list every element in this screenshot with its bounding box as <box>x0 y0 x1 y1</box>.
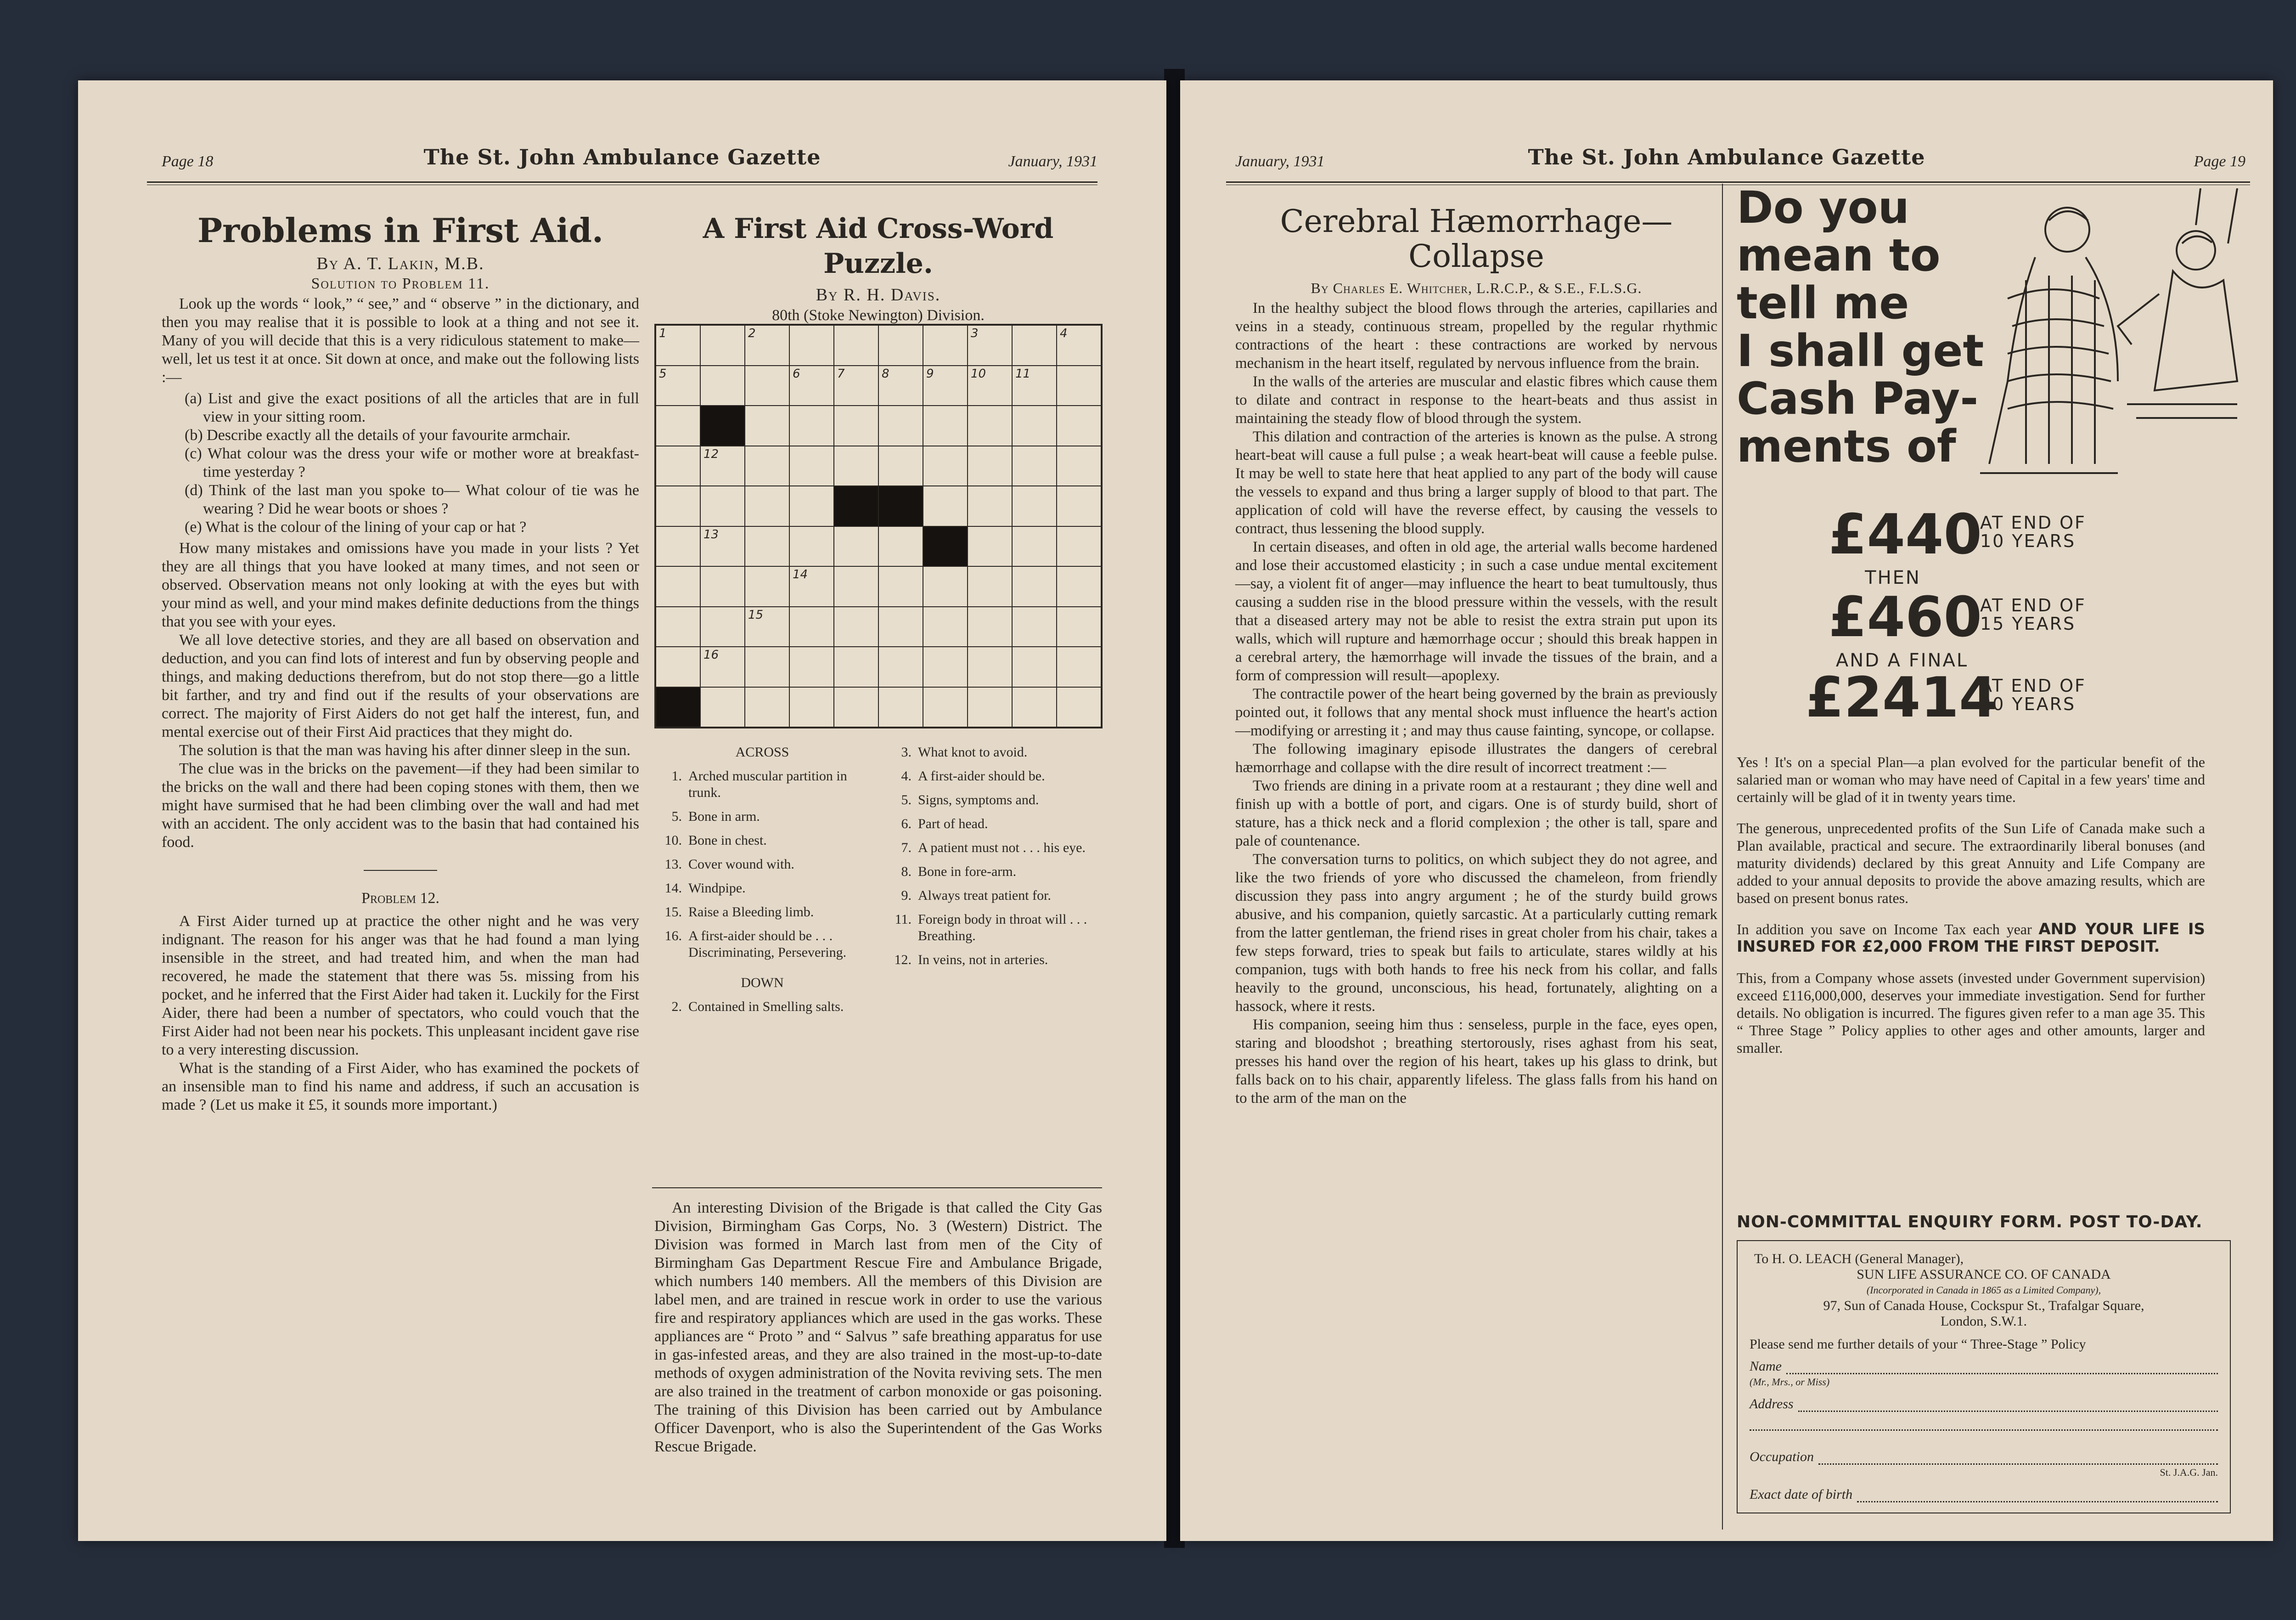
crossword-division: 80th (Stoke Newington) Division. <box>772 307 985 324</box>
clues-down <box>884 744 1100 976</box>
crossword-cell <box>1057 446 1101 486</box>
crossword-cell <box>923 687 968 728</box>
clue: 5. Bone in arm. <box>671 809 760 824</box>
name-field[interactable]: Name <box>1750 1359 2218 1374</box>
address-field[interactable]: Address <box>1750 1396 2218 1412</box>
crossword-cell <box>656 486 700 526</box>
crossword-cell <box>1012 486 1057 526</box>
crossword-cell <box>1012 647 1057 687</box>
final-label: AND A FINAL <box>1835 650 1969 671</box>
clue: 8. Bone in fore-arm. <box>901 864 1017 879</box>
paragraph: Yes ! It's on a special Plan—a plan evolved for the particular benefit of the salaried man or woman who may have need of Capital in a few years' time and certainly will be glad of it in twenty years time. <box>1737 754 2205 805</box>
paragraph: In certain diseases, and often in old age, the arterial walls become hardened and lose their accustomed elasticity ; in such a case undue mental excitement—say, a violent fit of anger—may influence the heart to beat tumultously, thus causing a sudden rise in the blood pressure within the vessels, with the result that a diseased artery may not be able to resist the extra strain put upon its walls, which will rupture and hæmorrhage occur ; should this break happen in a cerebral artery, the hæmorrhage will invade the tissues of the brain, and a form of compression will result—apoplexy. <box>1235 539 1717 684</box>
crossword-cell <box>1012 446 1057 486</box>
crossword-cell: 8 <box>878 366 923 406</box>
occupation-field[interactable]: Occupation <box>1750 1449 2218 1465</box>
paragraph: This dilation and contraction of the arteries is known as the pulse. A strong heart-beat will cause a full pulse ; a weak heart-beat will cause a feeble pulse. It may be well to state here that heat applied to any part of the body will cause the vessels to expand and thus bring a larger supply of blood to that part. The application of cold will have the reverse effect, by causing the vessels to contract, thus lessening the blood supply. <box>1235 429 1717 537</box>
byline: By A. T. Lakin, M.B. <box>316 254 484 273</box>
crossword-cell <box>834 406 878 446</box>
crossword-cell <box>789 526 834 567</box>
crossword-cell <box>745 486 789 526</box>
clue: 3. What knot to avoid. <box>901 745 1028 760</box>
crossword-cell <box>789 406 834 446</box>
list-item: (c) What colour was the dress your wife or mother wore at breakfast-time yesterday ? <box>185 445 639 480</box>
crossword-cell <box>789 446 834 486</box>
crossword-cell <box>656 566 700 607</box>
right-header <box>1180 145 2273 177</box>
paragraph: The solution is that the man was having his after dinner sleep in the sun. <box>179 742 630 759</box>
crossword-cell <box>745 526 789 567</box>
form-title: NON-COMMITTAL ENQUIRY FORM. POST TO-DAY. <box>1737 1213 2203 1231</box>
right-page <box>1180 80 2273 1541</box>
paragraph: Look up the words “ look,” “ see,” and “ observe ” in the dictionary, and then you may realise that it is possible to look at a thing and not see it. Many of you will decide that this is a very ridiculous statement to make—well, let us test it at once. Sit down at once, and make out the following lists :— <box>162 295 639 386</box>
term-label: AT END OF 15 YEARS <box>1980 595 2086 634</box>
crossword-cell <box>1057 647 1101 687</box>
crossword-cell <box>968 486 1012 526</box>
form-code: St. J.A.G. Jan. <box>2160 1467 2218 1478</box>
crossword-cell <box>789 647 834 687</box>
clue: 2. Contained in Smelling salts. <box>671 999 844 1014</box>
sun-life-advert <box>1722 184 2256 1530</box>
issue-date: January, 1931 <box>1008 153 1097 170</box>
crossword-cell <box>1057 526 1101 567</box>
crossword-cell <box>1012 526 1057 567</box>
crossword-cell: 11 <box>1012 366 1057 406</box>
crossword-cell <box>700 607 745 647</box>
paragraph: The following imaginary episode illustrates the dangers of cerebral hæmorrhage and collapse with the dire result of incorrect treatment :— <box>1235 741 1717 776</box>
crossword-cell <box>700 406 745 446</box>
page-number: Page 19 <box>2194 153 2245 170</box>
crossword-cell <box>878 566 923 607</box>
crossword-byline: By R. H. Davis. <box>816 285 941 305</box>
paragraph: The clue was in the bricks on the pavement—if they had been similar to the bricks on the wall and there had been coping stones with them, then we might have surmised that he had been climbing over the wall and had met with an accident. The only accident was to the basin that had contained his food. <box>162 760 639 851</box>
crossword-cell <box>923 526 968 567</box>
clue: 14. Windpipe. <box>664 881 746 896</box>
crossword-cell <box>1057 566 1101 607</box>
crossword-cell <box>789 687 834 728</box>
clue: 16. A first-aider should be . . . Discriminating, Persevering. <box>664 928 847 960</box>
crossword-cell <box>968 566 1012 607</box>
clue: 12. In veins, not in arteries. <box>894 952 1048 967</box>
birth-date-field[interactable]: Exact date of birth <box>1750 1487 2218 1502</box>
crossword-cell <box>1012 607 1057 647</box>
clue: 15. Raise a Bleeding limb. <box>664 904 814 920</box>
issue-date: January, 1931 <box>1235 153 1325 170</box>
paragraph: In addition you save on Income Tax each year AND YOUR LIFE IS INSURED FOR £2,000 FROM THE FIRST DEPOSIT. <box>1737 920 2205 956</box>
crossword-cell <box>968 647 1012 687</box>
crossword-cell <box>923 647 968 687</box>
crossword-cell <box>700 325 745 366</box>
company-name: SUN LIFE ASSURANCE CO. OF CANADA <box>1857 1267 2111 1282</box>
crossword-cell: 13 <box>700 526 745 567</box>
article-heading: Cerebral Hæmorrhage— Collapse <box>1280 203 1673 275</box>
crossword-cell <box>745 566 789 607</box>
crossword-cell: 6 <box>789 366 834 406</box>
address-field-line2[interactable] <box>1750 1418 2218 1431</box>
crossword-cell: 9 <box>923 366 968 406</box>
crossword-cell <box>878 607 923 647</box>
header-rule <box>147 181 1097 185</box>
down-label: DOWN <box>741 975 784 990</box>
crossword-cell <box>700 486 745 526</box>
crossword-cell <box>968 687 1012 728</box>
paragraph: A First Aider turned up at practice the other night and he was very indignant. The reason for his anger was that he had found a man lying insensible in the street, and had treated him, and when the man had recovered, he made the statement that there was 5s. missing from his pocket, and he inferred that the First Aider had taken it. Luckily for the First Aider, there had been a number of spectators, who could vouch that the First Aider had not been near his pockets. This unpleasant incident gave rise to a very interesting discussion. <box>162 913 639 1058</box>
crossword-cell <box>968 406 1012 446</box>
ad-headline <box>1737 184 1984 470</box>
crossword-cell <box>834 486 878 526</box>
crossword-cell <box>923 486 968 526</box>
headline-line: I shall get <box>1737 325 1984 377</box>
crossword-cell <box>745 366 789 406</box>
amount-440: £440 <box>1829 503 1982 567</box>
list-item: (e) What is the colour of the lining of your cap or hat ? <box>185 519 527 536</box>
division-article <box>654 1199 1102 1456</box>
clue: 10. Bone in chest. <box>664 833 767 848</box>
crossword-cell <box>1012 687 1057 728</box>
then-label: THEN <box>1865 567 1921 588</box>
crossword-cell <box>656 647 700 687</box>
crossword-cell <box>923 446 968 486</box>
form-to: To H. O. LEACH (General Manager), <box>1754 1251 1964 1266</box>
column-rule <box>652 1187 1102 1188</box>
crossword-heading: A First Aid Cross-Word Puzzle. <box>703 213 1054 280</box>
crossword-cell <box>878 687 923 728</box>
crossword-cell <box>1057 687 1101 728</box>
crossword-cell <box>1057 486 1101 526</box>
crossword-cell: 3 <box>968 325 1012 366</box>
form-request: Please send me further details of your “ Three-Stage ” Policy <box>1750 1337 2086 1352</box>
crossword-cell <box>789 325 834 366</box>
paragraph: How many mistakes and omissions have you made in your lists ? Yet they are all things that you have looked at many times, and not seen or observed. Observation means not only looking at with the eyes but with your mind as well, and your mind makes definite deductions from the things that you see with your eyes. <box>162 540 639 630</box>
crossword-cell <box>1057 366 1101 406</box>
crossword-cell <box>1057 607 1101 647</box>
paragraph: In the walls of the arteries are muscular and elastic fibres which cause them to dilate and contract in response to the heart-beats and thus assist in maintaining the steady flow of blood through the system. <box>1235 373 1717 427</box>
clue: 7. A patient must not . . . his eye. <box>901 840 1086 855</box>
crossword-cell <box>834 446 878 486</box>
crossword-cell <box>656 446 700 486</box>
paragraph: The generous, unprecedented profits of the Sun Life of Canada make such a Plan available, practical and secure. The extraordinarily liberal bonuses (and maturity dividends) declared by this great Annuity and Life Company are added to your annual deposits to provide the above amazing results, which are based on present bonus rates. <box>1737 820 2205 906</box>
crossword-cell <box>745 446 789 486</box>
crossword-cell <box>656 607 700 647</box>
crossword-cell <box>878 486 923 526</box>
crossword-cell: 5 <box>656 366 700 406</box>
clues-across <box>654 744 870 1022</box>
crossword-cell <box>656 526 700 567</box>
headline-line: Do you <box>1737 182 1909 233</box>
crossword-cell <box>968 446 1012 486</box>
paragraph: His companion, seeing him thus : senseless, purple in the face, eyes open, staring and bloodshot ; breathing stertorously, rises aghast from his seat, presses his hand over the region of his heart, takes up his glass to drink, but falls back on to his chair, apparently lifeless. The glass falls from his hand on to the arm of the man on the <box>1235 1016 1717 1106</box>
crossword-cell <box>1057 406 1101 446</box>
crossword-cell <box>834 526 878 567</box>
crossword-cell: 15 <box>745 607 789 647</box>
crossword-cell <box>923 607 968 647</box>
crossword-cell <box>923 325 968 366</box>
paragraph: Two friends are dining in a private room at a restaurant ; they dine well and finish up with a bottle of port, and cigars. One is of sturdy build, short of stature, has a thick neck and a florid complexion ; the other is tall, spare and pale of countenance. <box>1235 778 1717 849</box>
crossword-grid <box>654 324 1103 728</box>
crossword-cell <box>968 607 1012 647</box>
clue: 4. A first-aider should be. <box>901 768 1045 784</box>
subhead: Solution to Problem 11. <box>311 275 490 292</box>
amount-460: £460 <box>1829 586 1982 649</box>
clue: 6. Part of head. <box>901 816 988 831</box>
haemorrhage-article <box>1235 204 1717 1107</box>
crossword-cell <box>656 406 700 446</box>
clue: 9. Always treat patient for. <box>901 888 1051 903</box>
headline-line: mean to <box>1737 230 1941 281</box>
across-label: ACROSS <box>735 745 789 760</box>
crossword-cell: 1 <box>656 325 700 366</box>
crossword-cell <box>834 687 878 728</box>
crossword-cell: 2 <box>745 325 789 366</box>
page-number: Page 18 <box>162 153 214 170</box>
problem-heading: Problem 12. <box>361 890 439 907</box>
term-label: AT END OF 10 YEARS <box>1980 513 2086 551</box>
ad-body <box>1737 753 2205 1070</box>
clue: 13. Cover wound with. <box>664 857 794 872</box>
two-men-illustration <box>1980 188 2246 482</box>
list-item: (b) Describe exactly all the details of your favourite armchair. <box>185 427 571 444</box>
crossword-cell <box>878 406 923 446</box>
byline: By Charles E. Whitcher, L.R.C.P., & S.E., F.L.S.G. <box>1311 280 1642 296</box>
paragraph: This, from a Company whose assets (invested under Government supervision) exceed £116,000,000, deserves your immediate investigation. Send for further details. No obligation is incurred. The figures given refer to a man age 35. This “ Three Stage ” Policy applies to other ages and other amounts, larger and smaller. <box>1737 970 2205 1056</box>
crossword-cell <box>878 647 923 687</box>
crossword-cell <box>700 687 745 728</box>
crossword-cell <box>834 647 878 687</box>
company-address: 97, Sun of Canada House, Cockspur St., Trafalgar Square, <box>1823 1298 2144 1313</box>
crossword-cell: 7 <box>834 366 878 406</box>
article-heading: Problems in First Aid. <box>197 211 604 250</box>
crossword-cell <box>745 406 789 446</box>
left-header <box>78 145 1166 177</box>
crossword-cell: 14 <box>789 566 834 607</box>
clue: 1. Arched muscular partition in trunk. <box>671 768 847 800</box>
paragraph: An interesting Division of the Brigade is that called the City Gas Division, Birmingham Gas Corps, No. 3 (Western) District. The Division was formed in March last from men of the City of Birmingham Gas Department Rescue Fire and Ambulance Brigade, which numbers 140 members. All the members of this Division are label men, and are trained in rescue work in order to use the various fire and respiratory appliances which are used in the gas works. These appliances are “ Proto ” and “ Salvus ” safe breathing apparatus for use in gas-infested areas, and they are also trained in the most-up-to-date methods of oxygen administration of the Novita reviving sets. The men are also trained in the treatment of carbon monoxide or gas poisoning. The training of this Division has been carried out by Ambulance Officer Davenport, who is also the Superintendent of the Gas Works Rescue Brigade. <box>654 1199 1102 1455</box>
list-item: (a) List and give the exact positions of all the articles that are in full view in your sitting room. <box>185 390 639 425</box>
clue: 5. Signs, symptoms and. <box>901 792 1039 807</box>
crossword-cell <box>745 687 789 728</box>
company-address-city: London, S.W.1. <box>1940 1314 2027 1329</box>
crossword-cell <box>923 566 968 607</box>
crossword-cell <box>789 486 834 526</box>
incorporation-note: (Incorporated in Canada in 1865 as a Limited Company), <box>1866 1284 2101 1296</box>
crossword-cell <box>700 366 745 406</box>
paragraph: The conversation turns to politics, on which subject they do not agree, and like the two friends of yore who discussed the chameleon, from friendly discussion they pass into angry argument ; he of the sturdy build grows abusive, and his companion, quietly sarcastic. At a particularly cutting remark from the latter gentleman, the friend rises in great choler from his chair, takes a few steps forward, tries to speak but fails to articulate, stares wildly at his companion, tugs with both hands to free his neck from his collar, and falls heavily to the ground, unconscious, his head, fortunately, alighting on a hassock, where it rests. <box>1235 851 1717 1015</box>
paragraph: The contractile power of the heart being governed by the brain as previously pointed out, it follows that any mental shock must influence the heart's action—modifying or arresting it ; and may thus cause fainting, syncope, or collapse. <box>1235 686 1717 739</box>
crossword-cell <box>1012 325 1057 366</box>
amount-2414: £2414 <box>1806 666 1998 730</box>
crossword-cell <box>656 687 700 728</box>
crossword-cell <box>1012 406 1057 446</box>
crossword-cell <box>834 607 878 647</box>
crossword-cell <box>834 325 878 366</box>
gazette-title: The St. John Ambulance Gazette <box>1528 145 1925 169</box>
paragraph: What is the standing of a First Aider, who has examined the pockets of an insensible man to find his name and address, if such an accusation is made ? (Let us make it £5, it sounds more important.) <box>162 1060 639 1113</box>
question-list <box>162 389 639 536</box>
gazette-title: The St. John Ambulance Gazette <box>423 145 821 169</box>
crossword-cell: 16 <box>700 647 745 687</box>
paragraph: In the healthy subject the blood flows through the arteries, capillaries and veins in a steady, continuous stream, propelled by the regular rhythmic contractions of the heart : these contractions are worked by nervous mechanism in the heart itself, regulated by nervous influence from the brain. <box>1235 300 1717 372</box>
left-page <box>78 80 1166 1541</box>
name-hint: (Mr., Mrs., or Miss) <box>1750 1376 1830 1388</box>
headline-line: Cash Pay- <box>1737 373 1979 424</box>
crossword-cell: 10 <box>968 366 1012 406</box>
list-item: (d) Think of the last man you spoke to— What colour of tie was he wearing ? Did he wear boots or shoes ? <box>185 482 639 517</box>
term-label: AT END OF 20 YEARS <box>1980 676 2086 714</box>
crossword-cell <box>700 566 745 607</box>
paragraph: We all love detective stories, and they are all based on observation and deduction, and you can find lots of interest and fun by observing people and things, and making deductions therefrom, but do not stop there—go a little bit farther, and try and find out if the results of your observations are correct. The majority of First Aiders do not get half the interest, fun, and mental exercise out of their First Aid practices that they might do. <box>162 632 639 740</box>
headline-line: tell me <box>1737 277 1909 329</box>
problems-article <box>162 211 639 1114</box>
crossword-cell <box>923 406 968 446</box>
crossword-cell <box>878 446 923 486</box>
crossword-cell <box>834 566 878 607</box>
headline-line: ments of <box>1737 421 1956 472</box>
crossword-cell: 4 <box>1057 325 1101 366</box>
clue: 11. Foreign body in throat will . . . Breathing. <box>895 912 1087 943</box>
enquiry-form[interactable] <box>1737 1240 2231 1513</box>
section-divider <box>364 870 437 871</box>
crossword-cell: 12 <box>700 446 745 486</box>
crossword-cell <box>968 526 1012 567</box>
crossword-cell <box>878 526 923 567</box>
crossword-cell <box>745 647 789 687</box>
crossword-cell <box>878 325 923 366</box>
crossword-cell <box>1012 566 1057 607</box>
crossword-cell <box>789 607 834 647</box>
